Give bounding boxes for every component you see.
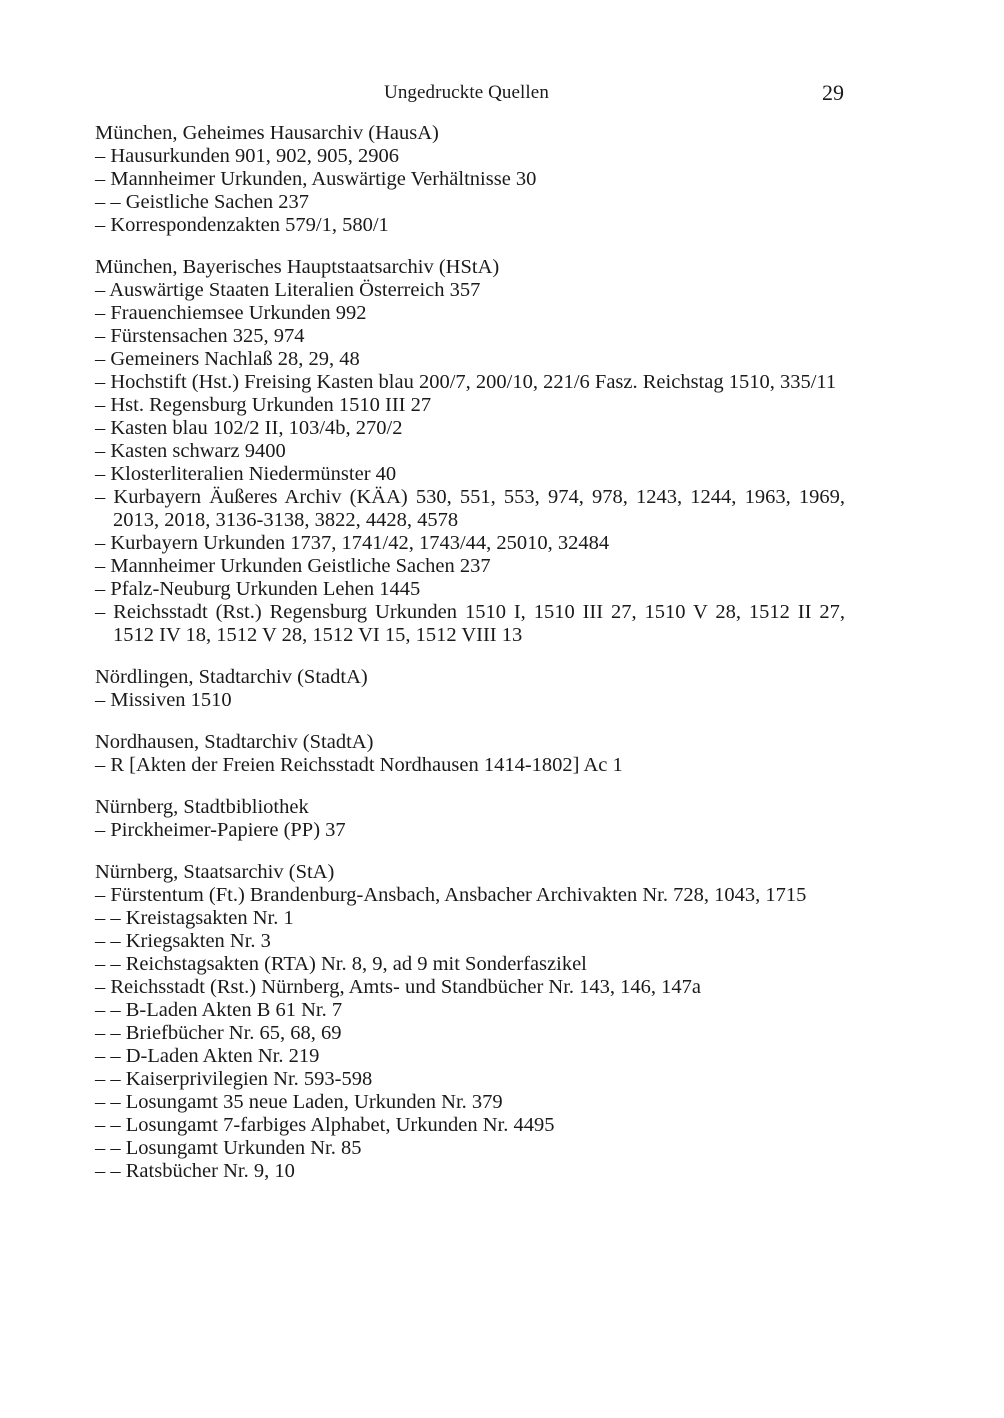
archive-section <box>95 122 845 237</box>
archive-entry: – – Kaiserprivilegien Nr. 593-598 <box>95 1068 373 1090</box>
archive-name: Nordhausen, Stadtarchiv (StadtA) <box>95 731 374 753</box>
archive-entry: – Hausurkunden 901, 902, 905, 2906 <box>95 145 400 167</box>
archive-name: München, Geheimes Hausarchiv (HausA) <box>95 122 439 144</box>
archive-name: München, Bayerisches Hauptstaatsarchiv (HStA) <box>95 256 500 278</box>
archive-entry: – Mannheimer Urkunden Geistliche Sachen 237 <box>95 555 491 577</box>
archive-entry: – Korrespondenzakten 579/1, 580/1 <box>95 214 389 236</box>
archive-entry: – – Losungamt 35 neue Laden, Urkunden Nr. 379 <box>95 1091 503 1113</box>
running-head <box>0 80 1004 108</box>
archive-entry: – – Losungamt 7-farbiges Alphabet, Urkunden Nr. 4495 <box>95 1114 555 1136</box>
archive-entry: – Klosterliteralien Niedermünster 40 <box>95 463 397 485</box>
archive-entry: – – Kreistagsakten Nr. 1 <box>95 907 294 929</box>
archive-entry: – Auswärtige Staaten Literalien Österreich 357 <box>95 279 481 301</box>
archive-section <box>95 666 845 712</box>
archive-section <box>95 256 845 647</box>
archive-entry: – Hst. Regensburg Urkunden 1510 III 27 <box>95 394 432 416</box>
archive-entry: – Mannheimer Urkunden, Auswärtige Verhältnisse 30 <box>95 168 537 190</box>
archive-entry: – Kurbayern Urkunden 1737, 1741/42, 1743/44, 25010, 32484 <box>95 532 610 554</box>
archive-entry: – Pirckheimer-Papiere (PP) 37 <box>95 819 346 841</box>
archive-entry: – – B-Laden Akten B 61 Nr. 7 <box>95 999 343 1021</box>
archive-entry: – – Reichstagsakten (RTA) Nr. 8, 9, ad 9 mit Sonderfaszikel <box>95 953 587 975</box>
archive-entry: – Kurbayern Äußeres Archiv (KÄA) 530, 551, 553, 974, 978, 1243, 1244, 1963, 1969, 2013, 2018, 3136-3138, 3822, 4428, 4578 <box>95 486 845 531</box>
archive-entry: – Reichsstadt (Rst.) Regensburg Urkunden 1510 I, 1510 III 27, 1510 V 28, 1512 II 27, 1512 IV 18, 1512 V 28, 1512 VI 15, 1512 VIII 13 <box>95 601 845 646</box>
archive-name: Nürnberg, Stadtbibliothek <box>95 796 309 818</box>
archive-entry: – Fürstentum (Ft.) Brandenburg-Ansbach, Ansbacher Archivakten Nr. 728, 1043, 1715 <box>95 884 807 906</box>
archive-section <box>95 861 845 1183</box>
archive-section <box>95 796 845 842</box>
archive-entry: – R [Akten der Freien Reichsstadt Nordhausen 1414-1802] Ac 1 <box>95 754 623 776</box>
archive-entry: – – D-Laden Akten Nr. 219 <box>95 1045 320 1067</box>
running-title: Ungedruckte Quellen <box>384 82 549 103</box>
archive-entry: – Kasten schwarz 9400 <box>95 440 286 462</box>
archive-entry: – Frauenchiemsee Urkunden 992 <box>95 302 367 324</box>
page-number: 29 <box>822 80 844 105</box>
archive-entry: – Gemeiners Nachlaß 28, 29, 48 <box>95 348 360 370</box>
archive-section <box>95 731 845 777</box>
archive-entry: – Hochstift (Hst.) Freising Kasten blau 200/7, 200/10, 221/6 Fasz. Reichstag 1510, 335/11 <box>95 371 837 393</box>
archive-entry: – – Losungamt Urkunden Nr. 85 <box>95 1137 362 1159</box>
archive-entry: – – Ratsbücher Nr. 9, 10 <box>95 1160 295 1182</box>
archive-entry: – Reichsstadt (Rst.) Nürnberg, Amts- und Standbücher Nr. 143, 146, 147a <box>95 976 702 998</box>
archive-entry: – Pfalz-Neuburg Urkunden Lehen 1445 <box>95 578 421 600</box>
archive-entry: – – Briefbücher Nr. 65, 68, 69 <box>95 1022 342 1044</box>
archive-name: Nördlingen, Stadtarchiv (StadtA) <box>95 666 368 688</box>
source-list <box>95 122 845 1202</box>
archive-entry: – Kasten blau 102/2 II, 103/4b, 270/2 <box>95 417 403 439</box>
archive-entry: – Missiven 1510 <box>95 689 232 711</box>
archive-entry: – – Kriegsakten Nr. 3 <box>95 930 271 952</box>
archive-entry: – Fürstensachen 325, 974 <box>95 325 305 347</box>
archive-entry: – – Geistliche Sachen 237 <box>95 191 310 213</box>
archive-name: Nürnberg, Staatsarchiv (StA) <box>95 861 335 883</box>
